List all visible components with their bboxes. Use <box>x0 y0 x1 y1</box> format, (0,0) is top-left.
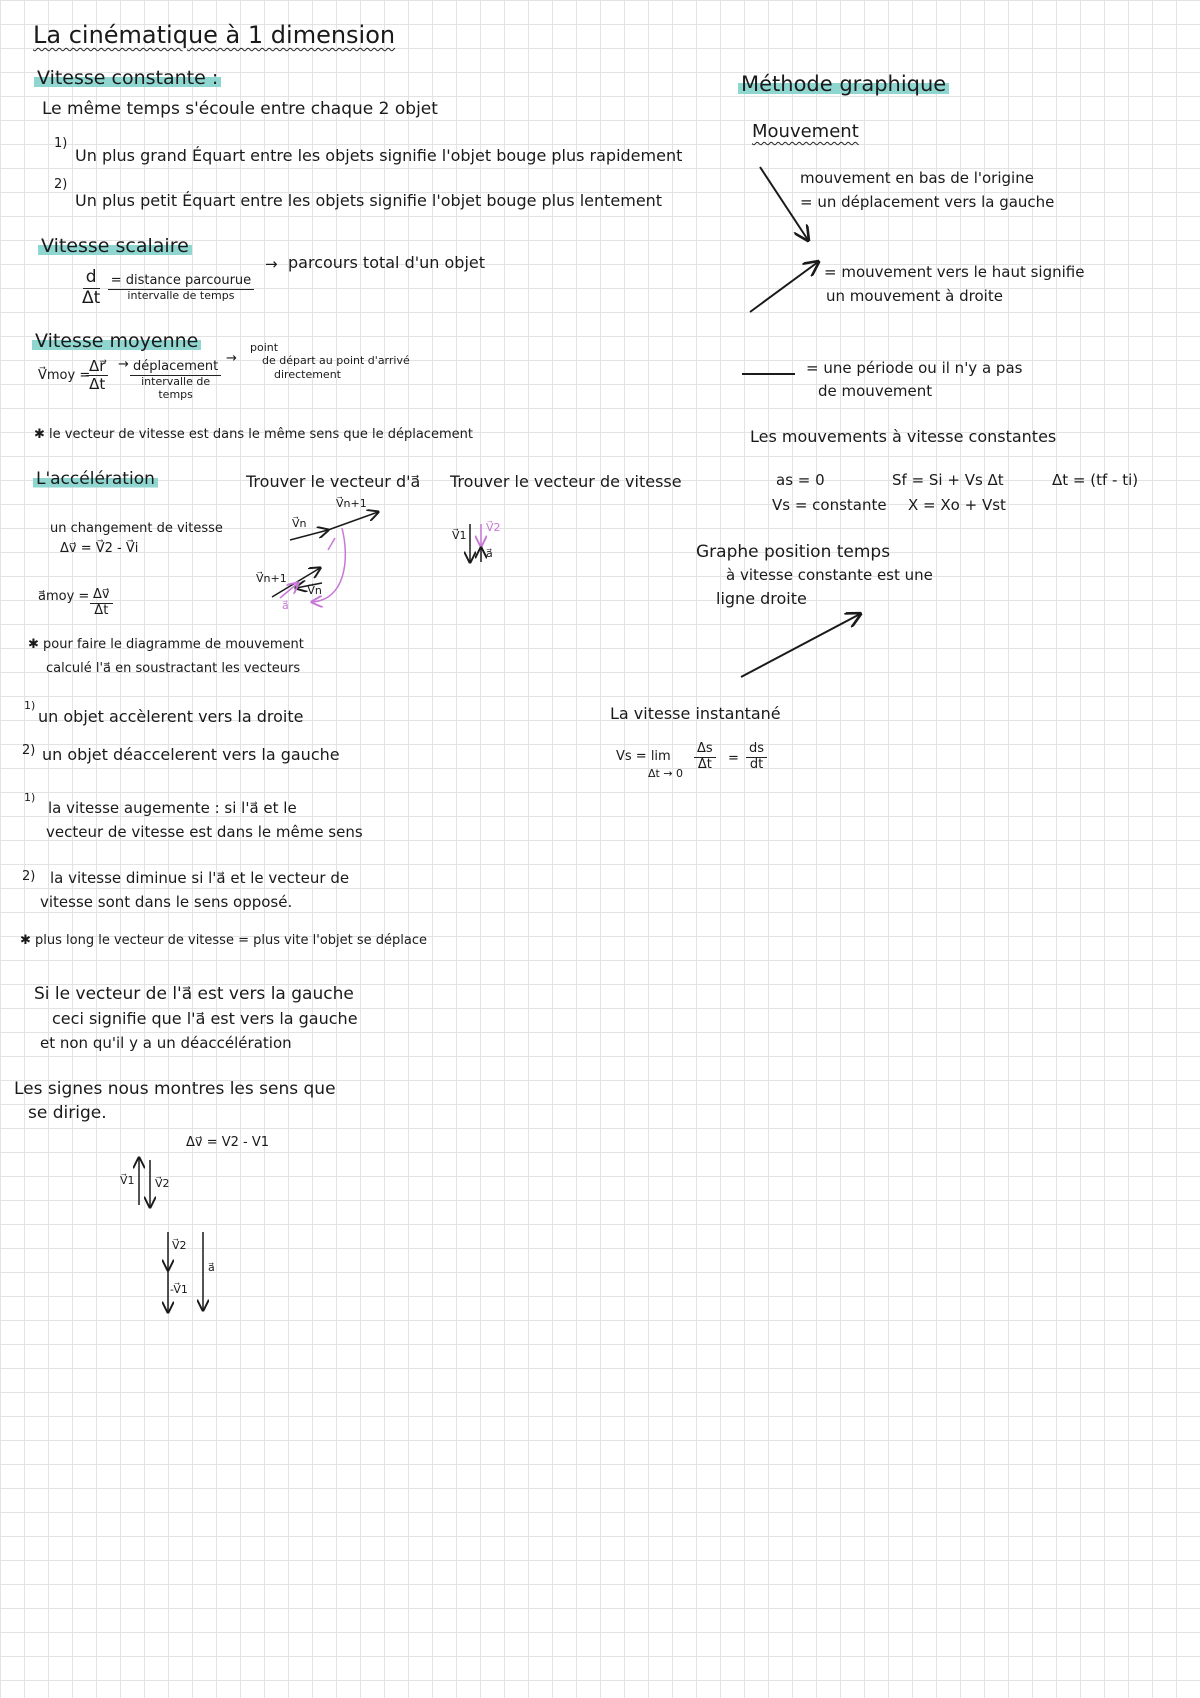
vitesse-constante-line: Le même temps s'écoule entre chaque 2 objet <box>42 99 438 119</box>
fraction-denominator-2: temps <box>158 387 193 401</box>
list-item-number: 2) <box>54 177 68 192</box>
label-v2: V⃗2 <box>486 521 501 534</box>
acceleration-a-fraction <box>90 588 113 619</box>
list-item-number: 2) <box>22 743 36 758</box>
fraction-numerator: Δr⃗ <box>86 358 108 376</box>
graphe-line-2: à vitesse constante est une <box>726 566 933 584</box>
methode-heading: Méthode graphique <box>738 72 949 96</box>
mouvement-heading: Mouvement <box>752 121 859 142</box>
list-item: Un plus petit Équart entre les objets signifie l'objet bouge plus lentement <box>75 191 663 210</box>
right-arrow-icon: → <box>265 255 278 273</box>
page-title: La cinématique à 1 dimension <box>33 21 396 49</box>
acceleration-star-1: ✱ pour faire le diagramme de mouvement <box>28 637 304 652</box>
list-item: Un plus grand Équart entre les objets signifie l'objet bouge plus rapidement <box>75 146 683 165</box>
label-minus-vn: -V⃗n <box>304 584 322 597</box>
as-formula: as = 0 <box>776 471 825 489</box>
vitesse-moyenne-fraction-2 <box>130 360 221 401</box>
label-bottom-v2b: V⃗2 <box>172 1239 187 1252</box>
fraction-denominator: dt <box>749 756 764 772</box>
fraction-denominator: intervalle de temps <box>127 288 235 302</box>
acceleration-a-moy: a⃗moy = <box>38 589 90 604</box>
label-vn1-b: V⃗n+1 <box>256 572 287 585</box>
acceleration-star-2: calculé l'a⃗ en soustractant les vecteurs <box>46 661 301 676</box>
acceleration-heading: L'accélération <box>33 470 158 490</box>
list-item-line-2: vecteur de vitesse est dans le même sens <box>46 823 363 841</box>
vitesse-scalaire-note: parcours total d'un objet <box>288 253 486 272</box>
x-formula: X = Xo + Vst <box>908 496 1006 514</box>
label-a-pink: a⃗ <box>282 599 289 612</box>
fraction-denominator: Δt <box>82 287 101 308</box>
si-line-1: Si le vecteur de l'a⃗ est vers la gauche <box>34 984 354 1004</box>
fraction-numerator: = distance parcourue <box>108 274 254 290</box>
label-vn1: V⃗n+1 <box>336 497 367 510</box>
label-a: a⃗ <box>486 547 493 560</box>
vitesse-moyenne-heading: Vitesse moyenne <box>32 331 201 353</box>
label-bottom-a: a⃗ <box>208 1261 215 1274</box>
vector-vn1 <box>328 512 378 530</box>
signes-line-2: se dirige. <box>28 1103 107 1123</box>
graphe-line-3: ligne droite <box>716 589 807 608</box>
vitesse-scalaire-formula <box>82 268 254 308</box>
signes-line-1: Les signes nous montres les sens que <box>14 1079 336 1099</box>
list-item-number: 1) <box>24 791 36 804</box>
star-long-vector: ✱ plus long le vecteur de vitesse = plus vite l'objet se déplace <box>20 933 428 948</box>
pink-small <box>328 538 335 550</box>
desc-2b: un mouvement à droite <box>826 287 1003 305</box>
si-line-3: et non qu'il y a un déaccélération <box>40 1034 292 1052</box>
list-item-line-2: vitesse sont dans le sens opposé. <box>40 893 293 911</box>
fraction-numerator: d <box>83 268 100 289</box>
vitesse-moyenne-lhs: V⃗moy = <box>38 368 91 383</box>
vitesse-moyenne-note-2: de départ au point d'arrivé <box>262 354 410 367</box>
list-item-number: 2) <box>22 869 36 884</box>
vs-formula: Vs = constante <box>772 496 887 514</box>
list-item: un objet déaccelerent vers la gauche <box>42 745 340 764</box>
vitesse-moyenne-note-3: directement <box>274 368 341 381</box>
delta-v-equation: Δv⃗ = V2 - V1 <box>186 1135 270 1150</box>
fraction-denominator: Δt <box>697 756 712 772</box>
graph-line-up <box>750 262 818 312</box>
desc-3a: = une période ou il n'y a pas <box>806 359 1023 377</box>
label-vn: V⃗n <box>292 517 307 530</box>
right-arrow-icon: → <box>226 351 237 366</box>
fraction-numerator: déplacement <box>130 360 221 376</box>
list-item: un objet accèlerent vers la droite <box>38 707 304 726</box>
label-bottom-v2: V⃗2 <box>155 1177 170 1190</box>
lim-subscript: Δt → 0 <box>648 767 684 780</box>
graph-line-position <box>741 614 860 677</box>
fraction-numerator: ds <box>746 742 767 758</box>
list-item-line-1: la vitesse augemente : si l'a⃗ et le <box>48 799 297 817</box>
list-item-number: 1) <box>24 699 36 712</box>
constantes-heading: Les mouvements à vitesse constantes <box>750 427 1057 446</box>
list-item-number: 1) <box>54 136 68 151</box>
vitesse-moyenne-note-1: point <box>250 341 279 354</box>
label-bottom-minus-v1: -V⃗1 <box>170 1283 188 1296</box>
fraction-denominator: intervalle de <box>141 374 211 388</box>
acceleration-changement: un changement de vitesse <box>50 521 223 536</box>
desc-3b: de mouvement <box>818 382 933 400</box>
si-line-2: ceci signifie que l'a⃗ est vers la gauche <box>52 1009 358 1028</box>
instant-fraction-1 <box>694 742 716 773</box>
graphe-line-1: Graphe position temps <box>696 542 891 562</box>
desc-2a: = mouvement vers le haut signifie <box>824 263 1085 281</box>
vitesse-moyenne-star: ✱ le vecteur de vitesse est dans le même sens que le déplacement <box>34 427 473 442</box>
desc-1b: = un déplacement vers la gauche <box>800 193 1055 211</box>
trouver-vecteur-a: Trouver le vecteur d'a⃗ <box>246 472 421 491</box>
dt-formula: Δt = (tf - ti) <box>1052 471 1139 489</box>
vitesse-moyenne-fraction <box>86 358 108 394</box>
vs-lim: Vs = lim <box>616 749 671 764</box>
fraction-numerator: Δv⃗ <box>90 588 113 604</box>
right-arrow-icon: → <box>118 357 129 372</box>
list-item-line-1: la vitesse diminue si l'a⃗ et le vecteur de <box>50 869 350 887</box>
acceleration-delta-v: Δv⃗ = V⃗2 - V⃗i <box>60 541 139 556</box>
label-v1: V⃗1 <box>452 529 467 542</box>
desc-1a: mouvement en bas de l'origine <box>800 169 1034 187</box>
vector-vn <box>290 530 328 540</box>
vitesse-constante-heading: Vitesse constante : <box>34 68 221 90</box>
instant-fraction-2 <box>746 742 767 773</box>
instant-heading: La vitesse instantané <box>610 704 781 723</box>
fraction-numerator: Δs <box>694 742 716 758</box>
trouver-vecteur-vitesse: Trouver le vecteur de vitesse <box>450 472 682 491</box>
vitesse-scalaire-heading: Vitesse scalaire <box>38 236 192 258</box>
fraction-denominator: Δt <box>89 375 106 394</box>
sf-formula: Sf = Si + Vs Δt <box>892 471 1004 489</box>
label-bottom-v1: V⃗1 <box>120 1174 135 1187</box>
fraction-denominator: Δt <box>94 602 109 618</box>
equals-sign: = <box>728 751 739 766</box>
